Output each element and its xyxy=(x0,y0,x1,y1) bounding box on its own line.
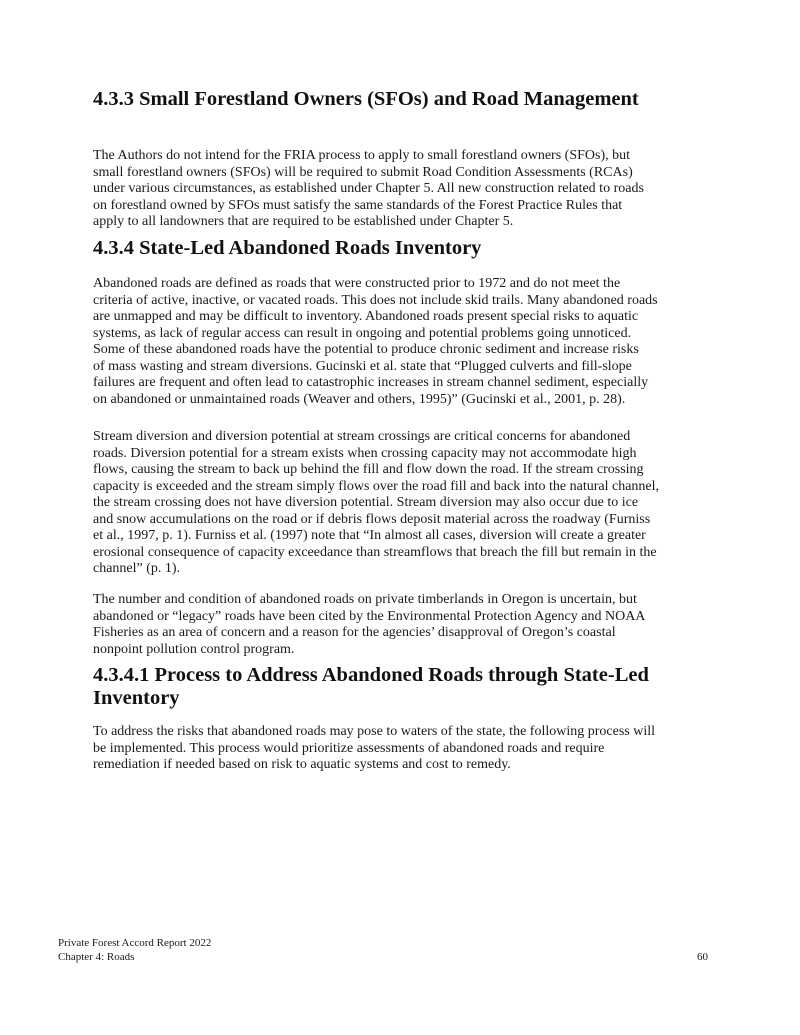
text-line: the stream crossing does not have diversion potential. Stream diversion may also occur due to ice xyxy=(93,495,639,510)
heading-line: Inventory xyxy=(93,687,180,709)
text-line: failures are frequent and often lead to catastrophic increases in stream channel sediment, especially xyxy=(93,375,649,390)
text-line: Stream diversion and diversion potential at stream crossings are critical concerns for abandoned xyxy=(93,429,631,444)
text-line: channel” (p. 1). xyxy=(93,561,181,576)
text-line: Fisheries as an area of concern and a reason for the agencies’ disapproval of Oregon’s coastal xyxy=(93,625,616,640)
text-line: The number and condition of abandoned roads on private timberlands in Oregon is uncertain, but xyxy=(93,592,637,607)
text-line: criteria of active, inactive, or vacated roads. This does not include skid trails. Many abandoned roads xyxy=(93,292,658,308)
text-line: Some of these abandoned roads have the potential to produce chronic sediment and increase risks xyxy=(93,342,639,357)
text-line: remediation if needed based on risk to aquatic systems and cost to remedy. xyxy=(93,757,511,772)
heading-4-3-4: 4.3.4 State-Led Abandoned Roads Inventory xyxy=(93,237,482,259)
text-line: To address the risks that abandoned roads may pose to waters of the state, the following process will xyxy=(93,724,655,739)
text-line: Abandoned roads are defined as roads that were constructed prior to 1972 and do not meet the xyxy=(93,276,621,291)
paragraph-abandoned-roads-definition xyxy=(93,276,713,408)
text-line: et al., 1997, p. 1). Furniss et al. (1997) note that “In almost all cases, diversion will create a greater xyxy=(93,528,646,543)
paragraph-process xyxy=(93,724,713,774)
paragraph-stream-diversion xyxy=(93,429,713,578)
text-line: be implemented. This process would prioritize assessments of abandoned roads and require xyxy=(93,740,605,756)
page-number: 60 xyxy=(697,951,708,963)
text-line: flows, causing the stream to back up behind the fill and flow down the road. If the stream crossing xyxy=(93,462,644,477)
text-line: abandoned or “legacy” roads have been cited by the Environmental Protection Agency and NOAA xyxy=(93,608,646,624)
text-line: The Authors do not intend for the FRIA process to apply to small forestland owners (SFOs), but xyxy=(93,148,630,163)
text-line: systems, as lack of regular access can result in ongoing and potential problems going unnoticed. xyxy=(93,325,632,341)
footer-chapter: Chapter 4: Roads xyxy=(58,951,135,963)
text-line: nonpoint pollution control program. xyxy=(93,641,295,657)
heading-4-3-4-1 xyxy=(93,664,713,710)
text-line: and snow accumulations on the road or if debris flows deposit material across the roadway (Furniss xyxy=(93,511,651,527)
heading-4-3-3: 4.3.3 Small Forestland Owners (SFOs) and Road Management xyxy=(93,88,639,110)
heading-line: 4.3.4.1 Process to Address Abandoned Roads through State-Led xyxy=(93,664,649,686)
text-line: apply to all landowners that are required to be established under Chapter 5. xyxy=(93,214,514,229)
paragraph-legacy-roads xyxy=(93,592,713,658)
text-line: roads. Diversion potential for a stream exists when crossing capacity may not accommodate high xyxy=(93,445,637,461)
text-line: erosional consequence of capacity exceedance than streamflows that breach the fill but remain in the xyxy=(93,544,657,560)
text-line: under various circumstances, as established under Chapter 5. All new construction related to roads xyxy=(93,181,644,196)
text-line: small forestland owners (SFOs) will be required to submit Road Condition Assessments (RCAs) xyxy=(93,164,633,180)
text-line: on abandoned or unmaintained roads (Weaver and others, 1995)” (Gucinski et al., 2001, p. 28). xyxy=(93,391,626,407)
text-line: capacity is exceeded and the stream simply flows over the road fill and back into the natural channel, xyxy=(93,478,660,494)
paragraph-sfos xyxy=(93,148,713,231)
text-line: are unmapped and may be difficult to inventory. Abandoned roads present special risks to aquatic xyxy=(93,309,639,324)
text-line: of mass wasting and stream diversions. Gucinski et al. state that “Plugged culverts and fill-slope xyxy=(93,358,632,374)
footer-report-title: Private Forest Accord Report 2022 xyxy=(58,937,212,949)
text-line: on forestland owned by SFOs must satisfy the same standards of the Forest Practice Rules that xyxy=(93,197,623,213)
